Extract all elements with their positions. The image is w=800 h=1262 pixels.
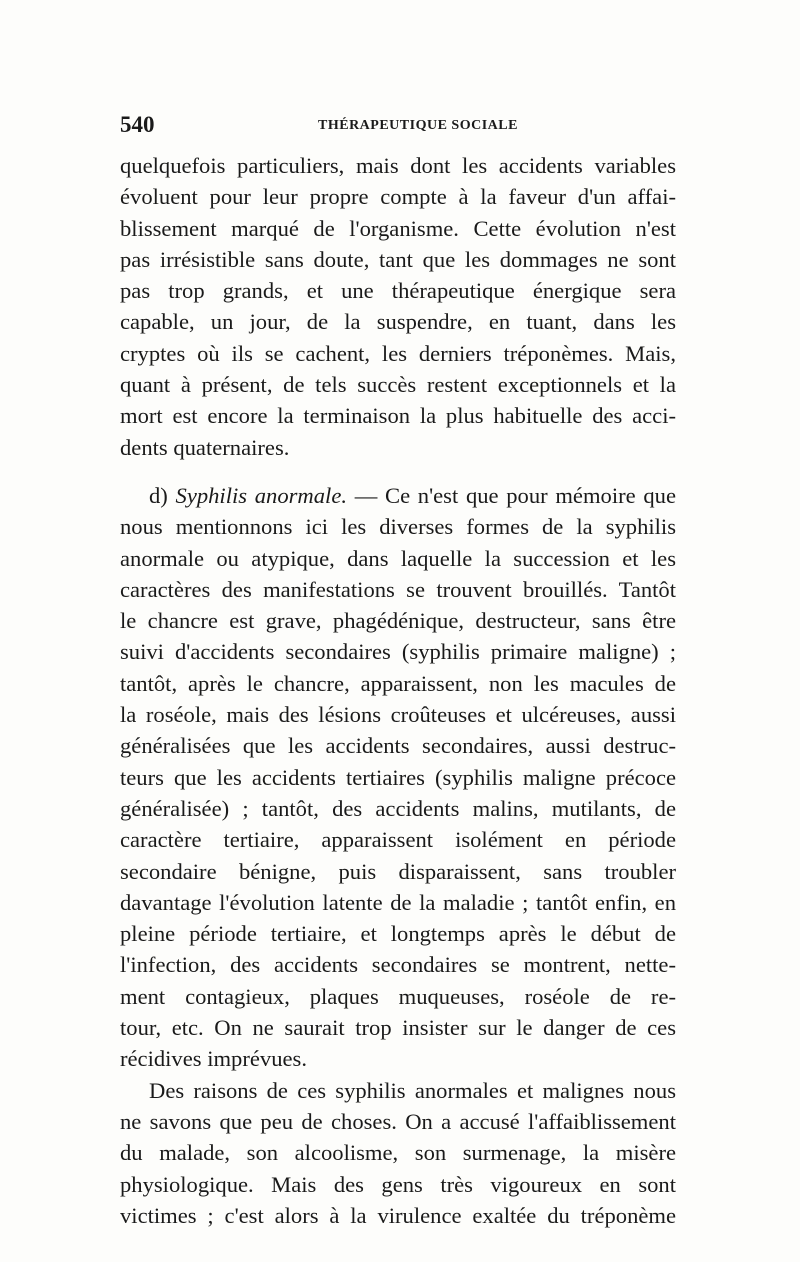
text-line: l'infection, des accidents secondaires se montrent, nette- <box>120 952 676 978</box>
text-line: pleine période tertiaire, et longtemps après le début de <box>120 921 676 947</box>
text-line: physiologique. Mais des gens très vigoureux en sont <box>120 1171 676 1197</box>
text-line: blissement marqué de l'organisme. Cette évolution n'est <box>120 215 676 241</box>
text-line: cryptes où ils se cachent, les derniers tréponèmes. Mais, <box>120 340 676 366</box>
section-label: d) <box>149 482 176 508</box>
text-line: dents quaternaires. <box>120 434 290 460</box>
text-line: généralisée) ; tantôt, des accidents malins, mutilants, de <box>120 795 676 821</box>
text-line: la roséole, mais des lésions croûteuses et ulcéreuses, aussi <box>120 702 676 728</box>
text-line: le chancre est grave, phagédénique, destructeur, sans être <box>120 608 676 634</box>
text-line: généralisées que les accidents secondaires, aussi destruc- <box>120 733 676 759</box>
text-line: quelquefois particuliers, mais dont les accidents variables <box>120 153 676 178</box>
text-line: davantage l'évolution latente de la maladie ; tantôt enfin, en <box>120 889 676 915</box>
text-line: mort est encore la terminaison la plus habituelle des acci- <box>120 403 676 429</box>
text-line: nous mentionnons ici les diverses formes de la syphilis <box>120 514 676 540</box>
text-line: Des raisons de ces syphilis anormales et malignes nous <box>149 1077 676 1103</box>
paragraph-gap <box>120 463 676 480</box>
text-line: victimes ; c'est alors à la virulence exaltée du tréponème <box>120 1202 676 1228</box>
text-line: pas trop grands, et une thérapeutique énergique sera <box>120 278 676 304</box>
running-title: THÉRAPEUTIQUE SOCIALE <box>318 118 518 133</box>
section-title: Syphilis anormale. <box>175 482 348 508</box>
text-line: quant à présent, de tels succès restent exceptionnels et la <box>120 372 676 398</box>
text-line: récidives imprévues. <box>120 1046 307 1072</box>
text-line: du malade, son alcoolisme, son surmenage, la misère <box>120 1140 676 1166</box>
text-line: teurs que les accidents tertiaires (syphilis maligne précoce <box>120 764 676 790</box>
text-line: caractère tertiaire, apparaissent isolément en période <box>120 827 676 853</box>
paragraph-1 <box>120 150 676 463</box>
text-line: capable, un jour, de la suspendre, en tuant, dans les <box>120 309 676 335</box>
text-line: secondaire bénigne, puis disparaissent, sans troubler <box>120 858 676 884</box>
paragraph-2 <box>120 480 676 1075</box>
text-line: anormale ou atypique, dans laquelle la succession et les <box>120 545 676 571</box>
text-line: caractères des manifestations se trouvent brouillés. Tantôt <box>120 576 676 602</box>
page-number: 540 <box>120 112 155 137</box>
text-line: tour, etc. On ne saurait trop insister sur le danger de ces <box>120 1015 676 1041</box>
text-line: tantôt, après le chancre, apparaissent, non les macules de <box>120 670 676 696</box>
text-line: ment contagieux, plaques muqueuses, roséole de re- <box>120 983 676 1009</box>
text-line: ne savons que peu de choses. On a accusé l'affaiblissement <box>120 1108 676 1134</box>
text-line: suivi d'accidents secondaires (syphilis primaire maligne) ; <box>120 639 676 665</box>
section-lead-text: — Ce n'est que pour mémoire que <box>347 482 676 508</box>
page-header <box>120 112 680 142</box>
text-line: pas irrésistible sans doute, tant que les dommages ne sont <box>120 246 676 272</box>
paragraph-3 <box>120 1075 676 1231</box>
text-line: évoluent pour leur propre compte à la faveur d'un affai- <box>120 184 676 210</box>
body-text <box>120 150 676 1231</box>
section-heading-line <box>120 480 676 511</box>
